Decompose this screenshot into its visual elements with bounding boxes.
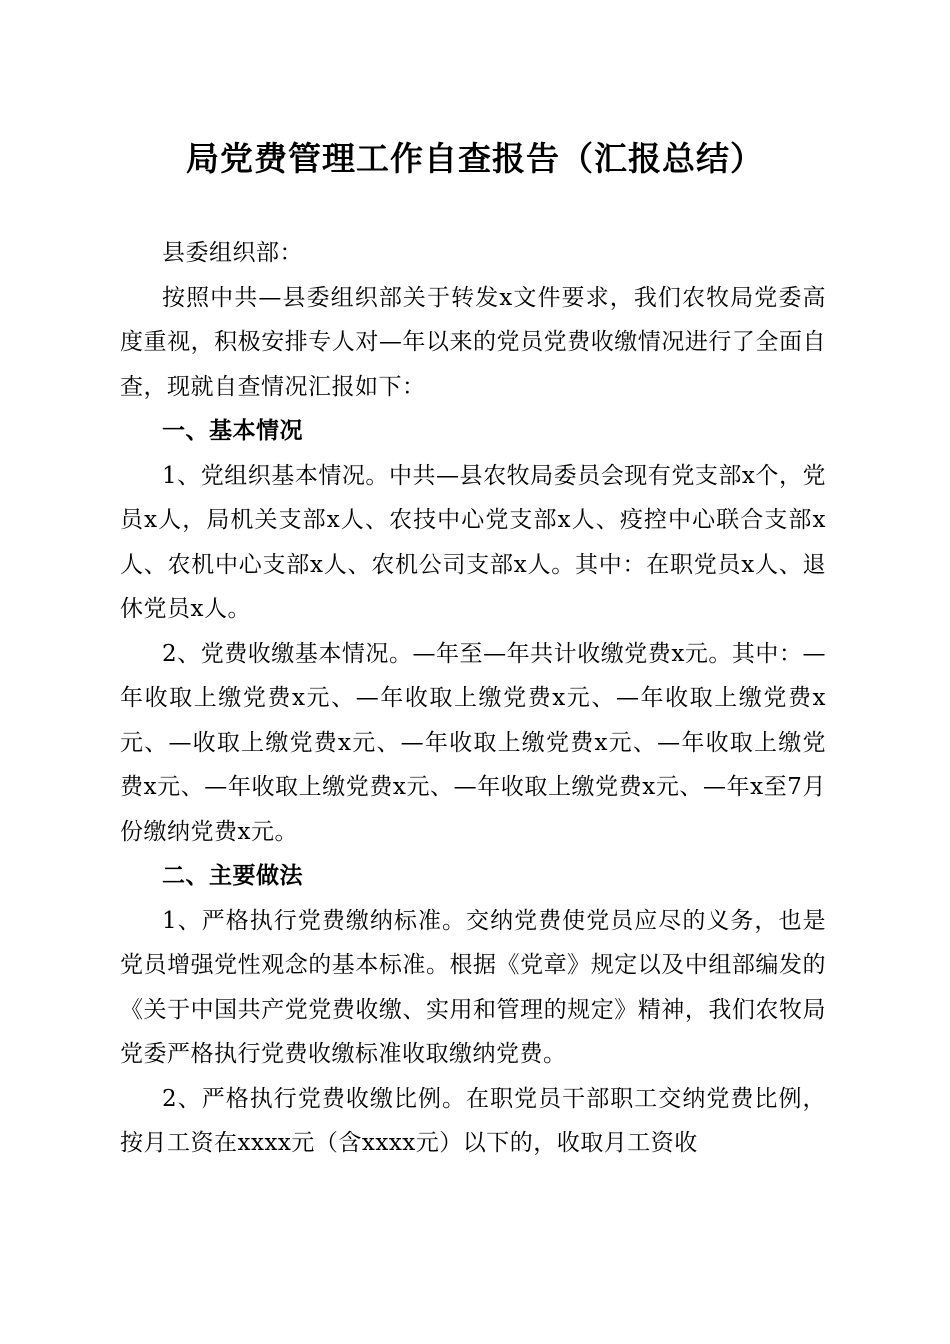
document-title: 局党费管理工作自查报告（汇报总结）	[186, 139, 764, 178]
paragraph-party-organization: 1、党组织基本情况。中共—县农牧局委员会现有党支部x个，党员x人，局机关支部x人、农技中心党支部x人、疫控中心联合支部x人、农机中心支部x人、农机公司支部x人。其中：在职党员x人、退休党员x人。	[120, 462, 826, 622]
intro-paragraph: 按照中共—县委组织部关于转发x文件要求，我们农牧局党委高度重视，积极安排专人对—年以来的党员党费收缴情况进行了全面自查，现就自查情况汇报如下：	[120, 284, 826, 400]
paragraph-dues-standard: 1、严格执行党费缴纳标准。交纳党费使党员应尽的义务，也是党员增强党性观念的基本标准。根据《党章》规定以及中组部编发的《关于中国共产党党费收缴、实用和管理的规定》精神，我们农牧局党委严格执行党费收缴标准收取缴纳党费。	[120, 907, 826, 1067]
paragraph-dues-collection: 2、党费收缴基本情况。—年至—年共计收缴党费x元。其中：—年收取上缴党费x元、—年收取上缴党费x元、—年收取上缴党费x元、—收取上缴党费x元、—年收取上缴党费x元、—年收取上缴党费x元、—年收取上缴党费x元、—年收取上缴党费x元、—年x至7月份缴纳党费x元。	[120, 640, 826, 845]
salutation: 县委组织部：	[162, 240, 303, 266]
document-body	[120, 231, 826, 1166]
paragraph-dues-ratio: 2、严格执行党费收缴比例。在职党员干部职工交纳党费比例，按月工资在xxxx元（含xxxx元）以下的，收取月工资收	[120, 1085, 826, 1156]
section-heading-main-practices: 二、主要做法	[162, 863, 303, 889]
section-heading-basic-situation: 一、基本情况	[162, 418, 303, 444]
